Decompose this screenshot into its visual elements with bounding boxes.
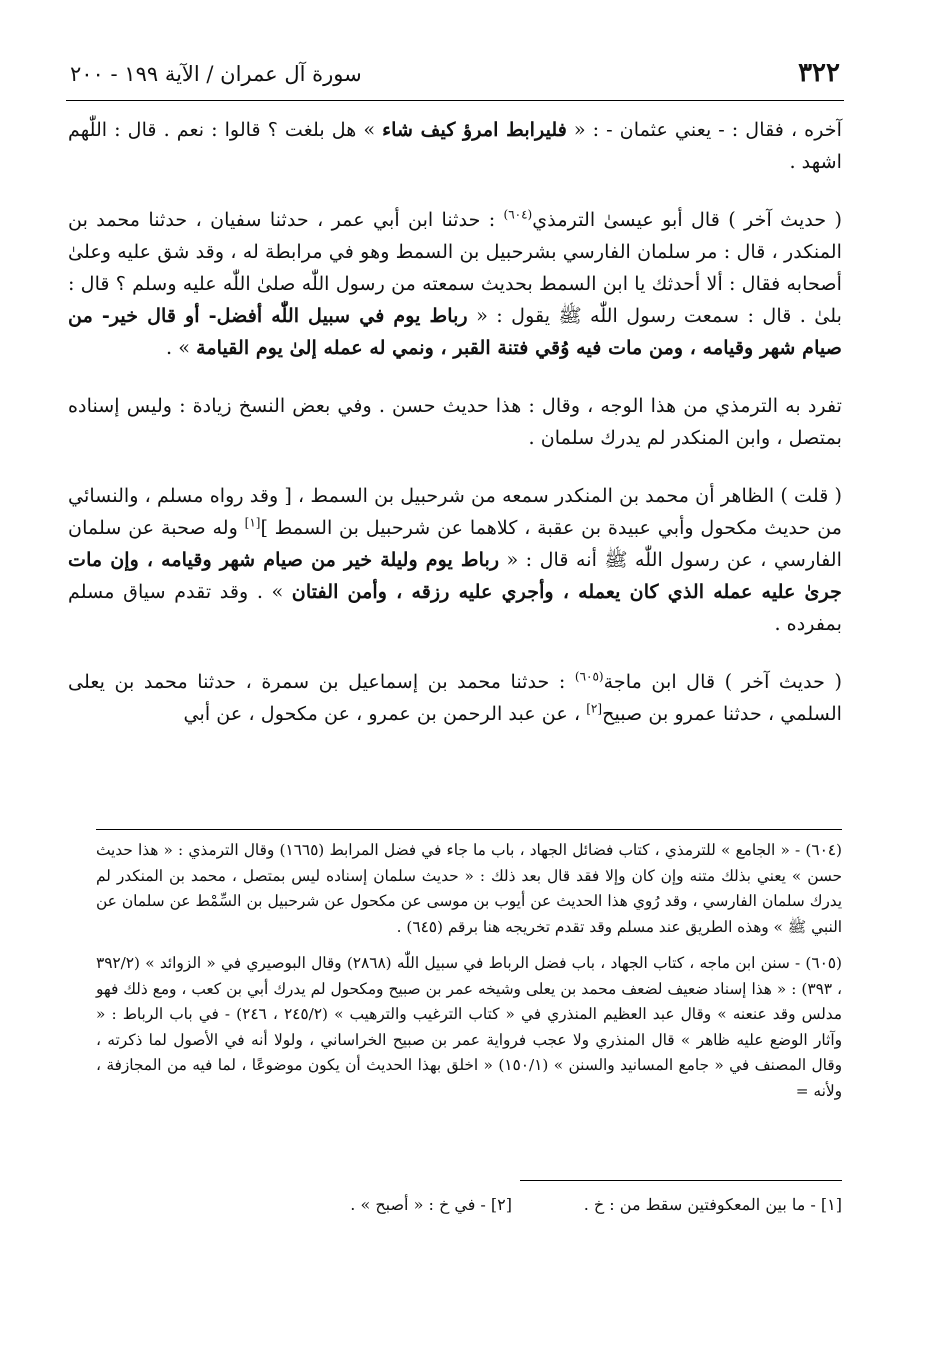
paragraph-5: ( حديث آخر ) قال ابن ماجة$^{(٦٠٥)}$ : حدثنا محمد بن إسماعيل بن سمرة ، حدثنا محمد بن يعلى السلمي ، حدثنا عمرو بن صبيح[٢] ، عن عبد الرحمن بن عمرو ، عن مكحول ، عن أبي bbox=[68, 669, 843, 725]
editor-notes-divider bbox=[520, 1180, 842, 1181]
footnotes bbox=[96, 838, 842, 1104]
quoted-saying: فليرابط امرؤ كيف شاء bbox=[382, 118, 567, 141]
paragraph-4: ( قلت ) الظاهر أن محمد بن المنكدر سمعه من شرحبيل بن السمط ، [ وقد رواه مسلم ، والنسائي من حديث مكحول وأبي عبيدة بن عقبة ، كلاهما عن شرحبيل بن السمط ][١] وله صحبة عن سلمان الفارسي ، عن رسول اللّٰه ﷺ أنه قال : « رباط يوم وليلة خير من صيام شهر وقيامه ، وإن مات جرىٰ عليه عمله الذي كان يعمله ، وأجري عليه رزقه ، وأمن الفتان » . وقد تقدم سياق مسلم بمفرده . bbox=[68, 484, 843, 635]
editor-note-1: [١] - ما بين المعكوفتين سقط من : خ . bbox=[583, 1195, 842, 1214]
note-ref-2: [٢] bbox=[586, 701, 603, 716]
page-header bbox=[70, 58, 840, 98]
paragraph-2: ( حديث آخر ) قال أبو عيسىٰ الترمذي$^{(٦٠٤)}$ : حدثنا ابن أبي عمر ، حدثنا سفيان ، حدثنا محمد بن المنكدر ، قال : مر سلمان الفارسي بشرحبيل بن السمط وهو في مرابطة له ، وقد شق عليه وعلىٰ أصحابه فقال : ألا أحدثك يا ابن السمط بحديث سمعته من رسول اللّٰه صلىٰ اللّٰه عليه وسلم ؟ قال : بلىٰ . قال : سمعت رسول اللّٰه ﷺ يقول : « رباط يوم في سبيل اللّٰه أفضل- أو قال خير- من صيام شهر وقيامه ، ومن مات فيه وُقي فتنة القبر ، ونمي له عمله إلىٰ يوم القيامة » . bbox=[68, 207, 842, 359]
note-ref-1: [١] bbox=[244, 515, 261, 530]
hadith-text-2: رباط يوم وليلة خير من صيام شهر وقيامه ، وإن مات جرىٰ عليه عمله الذي كان يعمله ، وأجري عليه رزقه ، وأمن الفتان bbox=[68, 548, 843, 603]
paragraph-3: تفرد به الترمذي من هذا الوجه ، وقال : هذا حديث حسن . وفي بعض النسخ زيادة : وليس إسناده بمتصل ، وابن المنكدر لم يدرك سلمان . bbox=[68, 394, 842, 449]
footnote-604: (٦٠٤) - « الجامع » للترمذي ، كتاب فضائل الجهاد ، باب ما جاء في فضل المرابط (١٦٦٥) وقال الترمذي : « هذا حديث حسن » يعني بذلك متنه وإن كان وإلا فقد قال بعد ذلك : « حديث سلمان إسناده ليس بمتصل ، محمد بن المنكدر لم يدرك سلمان الفارسي ، وقد رُوي هذا الحديث عن أيوب بن موسى عن مكحول عن شرحبيل بن السِّمْط عن سلمان عن النبي ﷺ » وهذه الطريق عند مسلم وقد تقدم تخريجه هنا برقم (٦٤٥) . bbox=[96, 841, 842, 936]
hadith-text-1: رباط يوم في سبيل اللّٰه أفضل- أو قال خير- من صيام شهر وقيامه ، ومن مات فيه وُقي فتنة القبر ، ونمي له عمله إلىٰ يوم القيامة bbox=[68, 304, 842, 359]
editor-note-2: [٢] - في خ : « أصبح » . bbox=[350, 1195, 512, 1214]
footnotes-divider bbox=[96, 829, 842, 830]
footnote-ref-604: (٦٠٤) bbox=[503, 207, 533, 222]
running-title: سورة آل عمران / الآية ١٩٩ - ٢٠٠ bbox=[70, 62, 362, 86]
footnote-ref-605: (٦٠٥) bbox=[574, 669, 604, 684]
main-text bbox=[68, 114, 842, 730]
header-divider bbox=[66, 100, 844, 101]
page-number: ٣٢٢ bbox=[798, 58, 840, 88]
paragraph-1: آخره ، فقال : - يعني عثمان - : « فليرابط امرؤ كيف شاء » هل بلغت ؟ قالوا : نعم . قال : اللّٰهم اشهد . bbox=[68, 118, 842, 173]
footnote-605: (٦٠٥) - سنن ابن ماجه ، كتاب الجهاد ، باب فضل الرباط في سبيل اللّٰه (٢٨٦٨) وقال البوصيري في « الزوائد » (٣٩٢/٢ ، ٣٩٣) : « هذا إسناد ضعيف لضعف محمد بن يعلى وشيخه عمر بن صبيح ومكحول لم يدرك أبي بن كعب ، ومع ذلك فهو مدلس وقد عنعنه » وقال عبد العظيم المنذري في « كتاب الترغيب والترهيب » (٢٤٥/٢ ، ٢٤٦) - في باب الرباط : « وآثار الوضع عليه ظاهر » قال المنذري ولا عجب فرواية عمر بن صبيح الخراساني ، ولولا أنه في الأصول لما ذكرته ، وقال المصنف في « جامع المسانيد والسنن » (١٥٠/١) « اخلق بهذا الحديث أن يكون موضوعًا ، لما فيه من المجازفة ، ولأنه = bbox=[96, 954, 842, 1100]
